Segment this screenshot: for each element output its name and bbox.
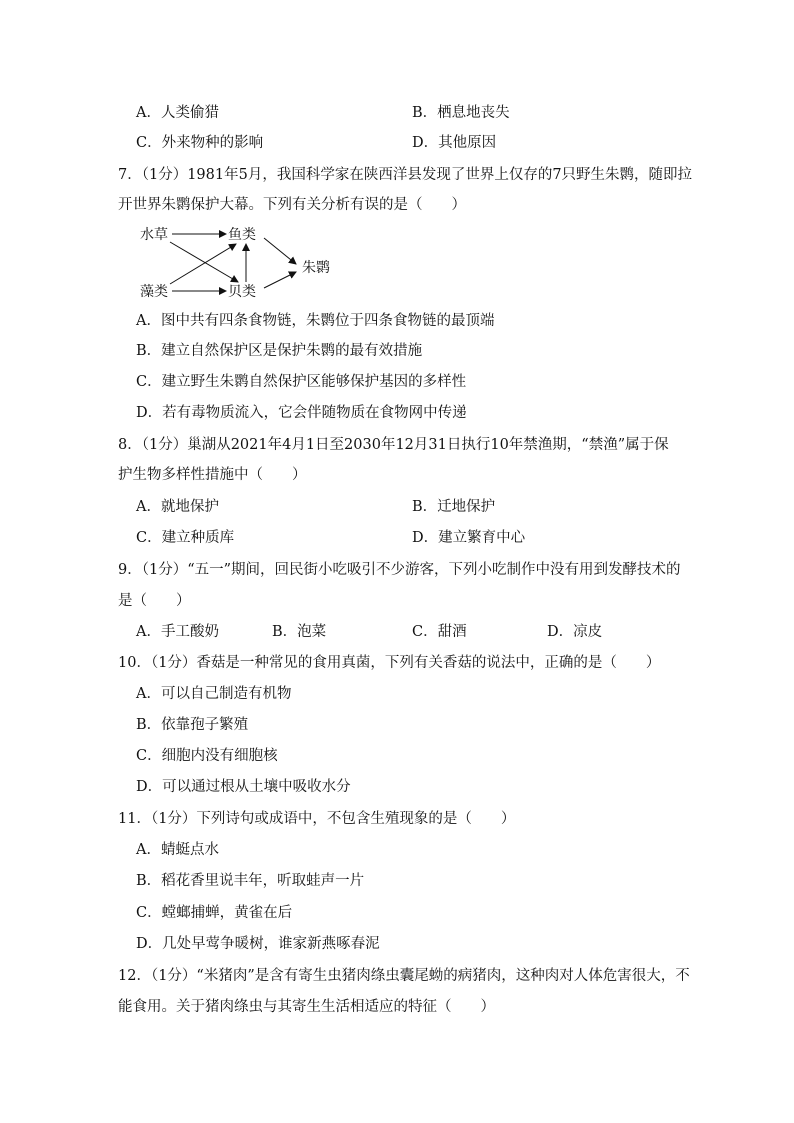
q7-option-c: C．建立野生朱鹮自然保护区能够保护基因的多样性 xyxy=(136,374,467,390)
arrow-water-to-shellfish xyxy=(170,242,238,282)
q7-stem-line2: 开世界朱鹮保护大幕。下列有关分析有误的是（ ） xyxy=(118,197,466,213)
q11-option-d: D．几处早莺争暖树，谁家新燕啄春泥 xyxy=(136,936,380,952)
q10-option-d: D．可以通过根从土壤中吸收水分 xyxy=(136,779,351,795)
node-algae: 藻类 xyxy=(140,284,168,300)
q9-option-c: C．甜酒 xyxy=(412,624,467,640)
q10-option-b: B．依靠孢子繁殖 xyxy=(136,717,249,733)
arrow-fish-to-ibis xyxy=(264,238,296,264)
q12-stem-line2: 能食用。关于猪肉绦虫与其寄生生活相适应的特征（ ） xyxy=(118,999,495,1015)
q8-stem-line1: 8．（1分）巢湖从2021年4月1日至2030年12月31日执行10年禁渔期，“禁渔”属于保 xyxy=(118,437,669,453)
node-shellfish: 贝类 xyxy=(228,284,256,300)
arrow-shellfish-to-ibis xyxy=(264,272,296,288)
q9-option-b: B．泡菜 xyxy=(272,624,327,640)
food-web-diagram xyxy=(130,220,350,305)
q6-option-c: C．外来物种的影响 xyxy=(136,135,264,151)
q10-option-c: C．细胞内没有细胞核 xyxy=(136,748,278,764)
q11-option-c: C．螳螂捕蝉，黄雀在后 xyxy=(136,905,293,921)
q8-stem-line2: 护生物多样性措施中（ ） xyxy=(118,467,307,483)
q8-option-b: B．迁地保护 xyxy=(412,499,496,515)
q7-option-a: A．图中共有四条食物链，朱鹮位于四条食物链的最顶端 xyxy=(136,313,495,329)
q10-stem-line1: 10．（1分）香菇是一种常见的食用真菌，下列有关香菇的说法中，正确的是（ ） xyxy=(118,655,661,671)
q9-option-a: A．手工酸奶 xyxy=(136,624,219,640)
arrow-algae-to-fish xyxy=(170,244,236,284)
q6-option-b: B．栖息地丧失 xyxy=(412,105,510,121)
q9-stem-line1: 9．（1分）“五一”期间，回民街小吃吸引不少游客，下列小吃制作中没有用到发酵技术的 xyxy=(118,562,681,578)
node-ibis: 朱鹮 xyxy=(302,260,330,276)
q9-option-d: D．凉皮 xyxy=(547,624,603,640)
q11-option-a: A．蜻蜓点水 xyxy=(136,842,219,858)
q7-option-b: B．建立自然保护区是保护朱鹮的最有效措施 xyxy=(136,343,423,359)
q8-option-c: C．建立种质库 xyxy=(136,530,235,546)
q12-stem-line1: 12．（1分）“米猪肉”是含有寄生虫猪肉绦虫囊尾蚴的病猪肉，这种肉对人体危害很大，不 xyxy=(118,968,690,984)
node-water-grass: 水草 xyxy=(140,227,168,243)
q8-option-a: A．就地保护 xyxy=(136,499,219,515)
q11-option-b: B．稻花香里说丰年，听取蛙声一片 xyxy=(136,873,365,889)
node-fish: 鱼类 xyxy=(228,227,256,243)
q11-stem-line1: 11．（1分）下列诗句或成语中，不包含生殖现象的是（ ） xyxy=(118,811,516,827)
q6-option-d: D．其他原因 xyxy=(412,135,497,151)
q8-option-d: D．建立繁育中心 xyxy=(412,530,526,546)
q6-option-a: A．人类偷猎 xyxy=(136,105,219,121)
q7-option-d: D．若有毒物质流入，它会伴随物质在食物网中传递 xyxy=(136,405,467,421)
q9-stem-line2: 是（ ） xyxy=(118,593,191,609)
q7-stem-line1: 7．（1分）1981年5月，我国科学家在陕西洋县发现了世界上仅存的7只野生朱鹮，随即拉 xyxy=(118,167,693,183)
q10-option-a: A．可以自己制造有机物 xyxy=(136,686,292,702)
